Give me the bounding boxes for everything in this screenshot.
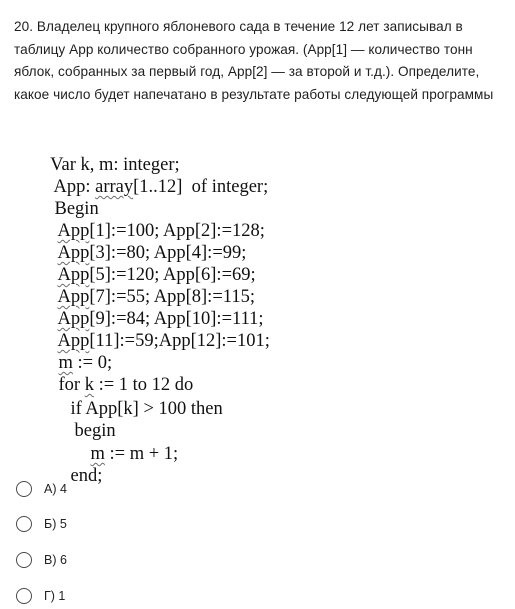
- question-line: яблок, собранных за первый год, App[2] — за второй и т.д.). Определите,: [14, 64, 480, 79]
- code-line: App[1]:=100; App[2]:=128;: [57, 221, 265, 241]
- program-code-image: [30, 128, 330, 486]
- question-line: таблицу App количество собранного урожая. (App[1] — количество тонн: [14, 41, 473, 57]
- code-line: m := m + 1;: [90, 444, 179, 464]
- code-line: Begin: [54, 199, 99, 219]
- code-line: App[3]:=80; App[4]:=99;: [57, 243, 247, 263]
- answer-option-c[interactable]: [16, 548, 67, 572]
- radio-circle-icon[interactable]: [16, 516, 32, 532]
- answer-option-label: Б) 5: [44, 517, 67, 531]
- answer-option-label: Г) 1: [44, 589, 66, 603]
- radio-circle-icon[interactable]: [16, 481, 32, 497]
- answer-option-label: А) 4: [44, 482, 67, 496]
- code-line: end;: [70, 466, 103, 486]
- code-line: begin: [74, 421, 116, 441]
- code-line: App[7]:=55; App[8]:=115;: [57, 287, 255, 307]
- answer-option-label: В) 6: [44, 553, 67, 567]
- question-line: какое число будет напечатано в результате работы следующей программы: [14, 86, 494, 102]
- question-line: 20. Владелец крупного яблоневого сада в течение 12 лет записывал в: [14, 19, 463, 34]
- answer-option-a[interactable]: [16, 477, 67, 501]
- code-line: for k := 1 to 12 do: [58, 375, 194, 395]
- code-line: Var k, m: integer;: [50, 155, 180, 175]
- code-line: App: array[1..12] of integer;: [53, 177, 269, 197]
- radio-circle-icon[interactable]: [16, 588, 32, 604]
- code-line: App[5]:=120; App[6]:=69;: [57, 265, 256, 285]
- code-line: App[9]:=84; App[10]:=111;: [57, 309, 264, 329]
- code-line: m := 0;: [58, 353, 113, 373]
- code-line: App[11]:=59;App[12]:=101;: [57, 331, 270, 351]
- question-text: [14, 16, 515, 106]
- answer-option-b[interactable]: [16, 512, 67, 536]
- answer-option-d[interactable]: [16, 584, 65, 608]
- radio-circle-icon[interactable]: [16, 552, 32, 568]
- code-line: if App[k] > 100 then: [70, 399, 223, 419]
